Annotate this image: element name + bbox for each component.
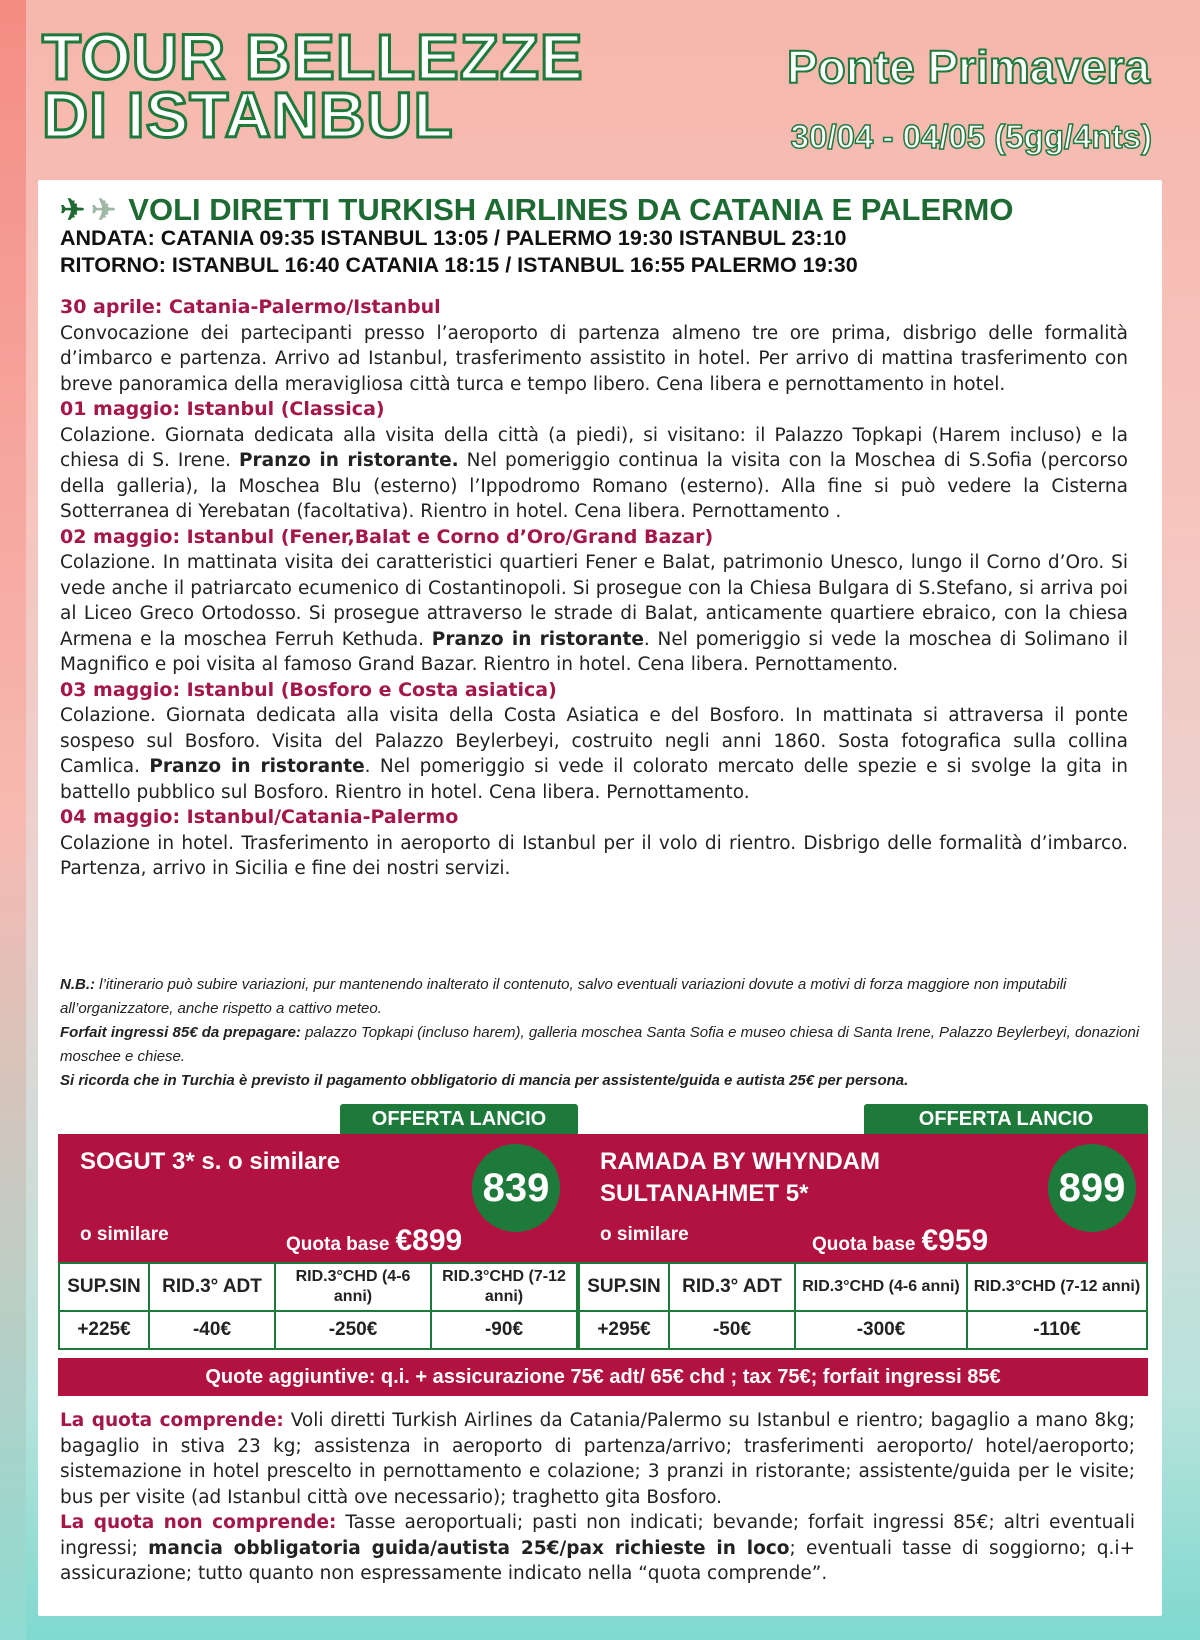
tour-title	[42, 21, 584, 151]
hotel-similare: o similare	[600, 1224, 689, 1245]
excludes-text: ; eventuali tasse di soggiorno; q.i+ assicurazione; tutto quanto non espressamente indicato nella “quota comprende”.	[60, 1537, 1135, 1584]
left-decor-stripe	[0, 0, 26, 1640]
flights-heading-text: VOLI DIRETTI TURKISH AIRLINES DA CATANIA E PALERMO	[128, 192, 1014, 227]
quota-base-label: Quota base	[286, 1234, 390, 1255]
flight-andata: ANDATA: CATANIA 09:35 ISTANBUL 13:05 / PALERMO 19:30 ISTANBUL 23:10	[60, 226, 847, 250]
day-title: 02 maggio: Istanbul (Fener,Balat e Corno d’Oro/Grand Bazar)	[60, 525, 714, 548]
offer-tab: OFFERTA LANCIO	[864, 1104, 1148, 1134]
table-header: SUP.SIN	[579, 1263, 669, 1311]
itinerary-day	[60, 525, 1128, 678]
day-text: Colazione in hotel. Trasferimento in aeroporto di Istanbul per il volo di rientro. Disbrigo delle formalità d’imbarco. Partenza, arrivo in Sicilia e fine dei nostri servizi.	[60, 832, 1128, 879]
hotel-name-line: RAMADA BY WHYNDAM	[600, 1148, 880, 1175]
table-cell: -40€	[149, 1311, 275, 1349]
table-cell: -50€	[669, 1311, 795, 1349]
itinerary	[60, 295, 1128, 882]
offer-tab: OFFERTA LANCIO	[340, 1104, 578, 1134]
day-text-part: Colazione. Giornata dedicata alla visita della città (a piedi), si visitano: il Palazzo Topkapi (Harem incluso) e la chiesa di S. Irene.	[60, 424, 1128, 471]
itinerary-day	[60, 295, 1128, 397]
included-section	[60, 1408, 1135, 1587]
quota-base	[286, 1224, 462, 1258]
day-text-part: . Nel pomeriggio si vede il colorato mercato delle spezie e si svolge la gita in battello pubblico sul Bosforo. Rientro in hotel. Cena libera. Pernottamento.	[60, 756, 1129, 803]
day-text: Convocazione dei partecipanti presso l’aeroporto di partenza almeno tre ore prima, disbrigo delle formalità d’imbarco e partenza. Arrivo ad Istanbul, trasferimento assistito in hotel. Per arrivo di mattina trasferimento con breve panoramica della meravigliosa città turca e tempo libero. Cena libera e pernottamento in hotel.	[60, 322, 1128, 395]
table-header: RID.3° ADT	[149, 1263, 275, 1311]
quota-non-comprende	[60, 1510, 1135, 1587]
offer-price-badge: 839	[472, 1144, 560, 1232]
hotel-similare: o similare	[80, 1224, 169, 1245]
quota-comprende	[60, 1408, 1135, 1510]
title-line-1: TOUR BELLEZZE	[42, 21, 584, 93]
day-title: 01 maggio: Istanbul (Classica)	[60, 398, 385, 420]
includes-text: Voli diretti Turkish Airlines da Catania/Palermo su Istanbul e rientro; bagaglio a mano 8kg; bagaglio in stiva 23 kg; assistenza in aeroporto di partenza/arrivo; trasferimenti aeroporto/ hotel/aeroporto; sistemazione in hotel prescelto in pernottamento e colazione; 3 pranzi in ristorante; assistente/guida per le visite; bus per visite (ad Istanbul città ove necessario); traghetto gita Bosforo.	[60, 1410, 1135, 1508]
table-header: RID.3°CHD (7-12 anni)	[967, 1263, 1147, 1311]
quota-base-value: €899	[395, 1224, 463, 1257]
table-cell: -90€	[431, 1311, 577, 1349]
notes	[60, 973, 1150, 1093]
note-nb	[60, 973, 1150, 1021]
table-cell: +295€	[579, 1311, 669, 1349]
additional-fees-bar: Quote aggiuntive: q.i. + assicurazione 75€ adt/ 65€ chd ; tax 75€; forfait ingressi 85€	[58, 1358, 1148, 1396]
supplements-table	[578, 1262, 1148, 1350]
quota-base	[812, 1224, 988, 1258]
offer-price-badge: 899	[1048, 1144, 1136, 1232]
tour-dates: 30/04 - 04/05 (5gg/4nts)	[790, 118, 1152, 155]
table-cell: -250€	[275, 1311, 431, 1349]
note-nb-text: l’itinerario può subire variazioni, pur mantenendo inalterato il contenuto, salvo eventuali variazioni dovute a motivi di forza maggiore non imputabili all’organizzatore, anche rispetto a cattivo meteo.	[60, 976, 1067, 1017]
hotel-name-line: SOGUT 3* s. o similare	[80, 1148, 341, 1175]
day-text-bold: Pranzo in ristorante	[149, 756, 365, 777]
airplane-icon: ✈	[60, 194, 86, 227]
itinerary-day	[60, 397, 1128, 525]
day-text	[60, 550, 1128, 678]
day-text	[60, 423, 1128, 525]
day-text-part: Colazione. Giornata dedicata alla visita della Costa Asiatica e del Bosforo. In mattinata si attraversa il ponte sospeso sul Bosforo. Visita del Palazzo Beylerbeyi, costruito negli anni 1860. Sosta fotografica sulla collina Camlica.	[60, 705, 1128, 777]
excludes-text: Tasse aeroportuali; pasti non indicati; bevande; forfait ingressi 85€; altri eventuali ingressi;	[60, 1512, 1136, 1559]
itinerary-day	[60, 805, 1128, 882]
day-text-bold: Pranzo in ristorante	[431, 628, 644, 650]
hotel-name	[80, 1146, 340, 1178]
excludes-label: La quota non comprende:	[60, 1512, 337, 1533]
table-cell: -300€	[795, 1311, 967, 1349]
supplements-table	[58, 1262, 578, 1350]
table-cell: +225€	[59, 1311, 149, 1349]
table-header: RID.3°CHD (4-6 anni)	[275, 1263, 431, 1311]
day-text-part: . Nel pomeriggio si vede la moschea di Solimano il Magnifico e poi visita al famoso Grand Bazar. Rientro in hotel. Cena libera. Pernottamento.	[60, 628, 1128, 675]
table-header: RID.3° ADT	[669, 1263, 795, 1311]
subtitle: Ponte Primavera	[786, 41, 1150, 93]
includes-label: La quota comprende:	[60, 1410, 284, 1431]
itinerary-day	[60, 678, 1128, 806]
airplane-icon: ✈	[91, 194, 117, 227]
table-header: SUP.SIN	[59, 1263, 149, 1311]
note-forfait-label: Forfait ingressi 85€ da prepagare:	[60, 1024, 301, 1041]
day-text-part: Nel pomeriggio continua la visita con la Moschea di S.Sofia (percorso della galleria), la Moschea Blu (esterno) l’Ippodromo Romano (esterno). Alla fine si può vedere la Cisterna Sotterranea di Yerebatan (facoltativa). Rientro in hotel. Cena libera. Pernottamento .	[60, 450, 1128, 522]
quota-base-label: Quota base	[812, 1234, 916, 1255]
table-header: RID.3°CHD (7-12 anni)	[431, 1263, 577, 1311]
day-text	[60, 703, 1128, 805]
flight-ritorno: RITORNO: ISTANBUL 16:40 CATANIA 18:15 / ISTANBUL 16:55 PALERMO 19:30	[60, 253, 858, 277]
table-header: RID.3°CHD (4-6 anni)	[795, 1263, 967, 1311]
day-title: 04 maggio: Istanbul/Catania-Palermo	[60, 806, 459, 828]
day-text-bold: Pranzo in ristorante.	[238, 450, 459, 471]
quota-base-value: €959	[921, 1224, 989, 1257]
note-nb-label: N.B.:	[60, 976, 95, 993]
title-line-2: DI ISTANBUL	[42, 79, 454, 151]
hotel-name	[600, 1146, 880, 1210]
hotel-name-line: SULTANAHMET 5*	[600, 1180, 809, 1207]
day-title: 30 aprile: Catania-Palermo/Istanbul	[60, 296, 441, 318]
note-forfait	[60, 1021, 1150, 1069]
note-forfait-text: palazzo Topkapi (incluso harem), galleria moschea Santa Sofia e museo chiesa di Santa Irene, Palazzo Beylerbeyi, donazioni moschee e chiese.	[60, 1024, 1140, 1065]
day-title: 03 maggio: Istanbul (Bosforo e Costa asiatica)	[60, 678, 557, 701]
flights-heading	[60, 192, 1160, 228]
day-text-part: Colazione. In mattinata visita dei caratteristici quartieri Fener e Balat, patrimonio Unesco, lungo il Corno d’Oro. Si vede anche il patriarcato ecumenico di Costantinopoli. Si prosegue con la Chiesa Bulgara di S.Stefano, si arriva poi al Liceo Greco Ortodosso. Si prosegue attraverso le strade di Balat, anticamente quartiere ebraico, con la chiesa Armena e la moschea Ferruh Kethuda.	[60, 552, 1128, 650]
table-cell: -110€	[967, 1311, 1147, 1349]
excludes-bold: mancia obbligatoria guida/autista 25€/pax richieste in loco	[148, 1537, 790, 1559]
note-mancia: Si ricorda che in Turchia è previsto il pagamento obbligatorio di mancia per assistente/guida e autista 25€ per persona.	[60, 1072, 909, 1089]
